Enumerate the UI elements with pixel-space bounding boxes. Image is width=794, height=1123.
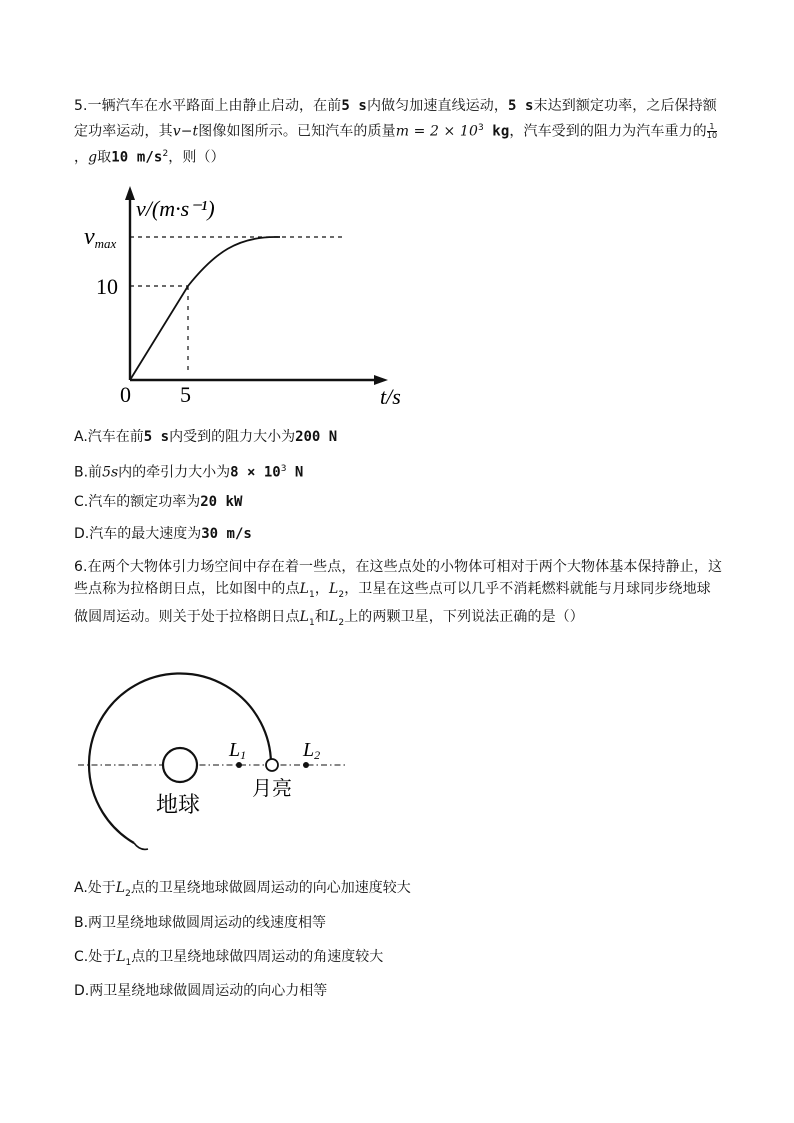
l2-label-l: L <box>303 739 315 761</box>
q6-l2-sub: 2 <box>338 589 345 600</box>
q5-b-exp: 3 <box>280 464 287 474</box>
q5-b-pre: B.前 <box>74 464 103 481</box>
graph-ylabel: v/(m·s⁻¹) <box>136 196 215 221</box>
l1-label-sub: 1 <box>240 748 247 762</box>
q6-a-post: 点的卫星绕地球做圆周运动的向心加速度较大 <box>130 880 411 896</box>
q6-text-b: ，卫星在这些点可以几乎不消耗燃料就能与月球同步绕地球做圆周运动。则关于处于拉格朗日点 <box>74 581 711 625</box>
q5-c-pre: C.汽车的额定功率为 <box>74 494 201 510</box>
question-5-text <box>74 95 724 168</box>
q6-text-a: 在两个大物体引力场空间中存在着一些点，在这些点处的小物体可相对于两个大物体基本保持静止，这些点称为拉格朗日点，比如图中的点 <box>74 559 723 597</box>
vmax-sub: max <box>94 236 117 251</box>
q5-c-val: 20 kW <box>200 494 243 510</box>
orbit-arrow-icon <box>134 843 148 849</box>
q6-comma: ， <box>314 581 329 597</box>
q5-frac-den: 10 <box>706 131 718 141</box>
q5-frac-num: 1 <box>707 123 717 132</box>
q5-text-g: 取 <box>97 149 112 166</box>
q5-vt: v−t <box>172 123 199 140</box>
l1-label <box>228 739 246 762</box>
moon-circle <box>266 759 278 771</box>
q5-text-a: 一辆汽车在水平路面上由静止启动，在前 <box>87 98 342 114</box>
graph-origin: 0 <box>120 382 131 407</box>
graph-tick-5: 5 <box>180 382 191 407</box>
q6-option-a[interactable] <box>74 878 724 904</box>
q5-text-f: ， <box>74 149 89 166</box>
q6-he: 和 <box>314 608 329 625</box>
l2-label-sub: 2 <box>314 748 321 762</box>
q5-a-mid: 内受到的阻力大小为 <box>169 429 296 445</box>
q5-d-val: 30 m/s <box>201 526 252 542</box>
q6-l1-sub: 1 <box>309 589 315 600</box>
graph-tick-10: 10 <box>96 274 118 299</box>
earth-label: 地球 <box>156 792 201 817</box>
graph-vmax <box>84 224 117 251</box>
q5-d-pre: D.汽车的最大速度为 <box>74 526 202 542</box>
q5-mass-unit: kg <box>483 123 510 140</box>
q6-text-c: 上的两颗卫星，下列说法正确的是（） <box>344 608 584 625</box>
q6-a-sub: 2 <box>125 888 131 899</box>
q6-d-text: D.两卫星绕地球做圆周运动的向心力相等 <box>74 983 328 999</box>
q5-fraction <box>707 123 717 140</box>
q5-b-unit: N <box>286 464 304 481</box>
q5-text-h: ，则（） <box>168 149 225 166</box>
q6-option-b[interactable] <box>74 913 724 933</box>
q6-c-pre: C.处于 <box>74 949 117 965</box>
q6-l1b-sub: 1 <box>309 617 315 628</box>
q6-l1: L <box>299 581 310 597</box>
q6-c-l: L <box>116 949 126 965</box>
vmax-v: v <box>84 224 95 250</box>
question-6-text <box>74 556 724 634</box>
q5-g: g <box>88 149 98 166</box>
q5-a-val: 200 N <box>295 429 338 445</box>
q5-mass-exp: 3 <box>477 123 484 133</box>
q5-t1: 5 s <box>341 98 367 114</box>
q5-g-val: 10 m/s <box>111 149 163 166</box>
earth-circle <box>163 748 197 782</box>
l1-point <box>236 762 242 768</box>
q5-g-exp: 2 <box>162 148 169 159</box>
q5-a-pre: A.汽车在前 <box>74 429 144 445</box>
q6-a-pre: A.处于 <box>74 880 116 896</box>
l1-label-l: L <box>229 739 241 761</box>
q5-text-e: ，汽车受到的阻力为汽车重力的 <box>509 123 707 140</box>
q5-mass: m = 2 × 10 <box>395 123 478 140</box>
q5-option-c[interactable] <box>74 492 724 512</box>
q6-c-post: 点的卫星绕地球做四周运动的角速度较大 <box>131 949 384 965</box>
l2-point <box>303 762 309 768</box>
q6-l2: L <box>328 581 339 597</box>
q5-b-t: 5s <box>102 464 119 481</box>
q5-b-mid: 内的牵引力大小为 <box>118 464 231 481</box>
l2-label <box>302 739 320 762</box>
vt-graph <box>80 180 440 410</box>
q6-number: 6. <box>74 559 88 575</box>
q5-b-val: 8 × 10 <box>230 464 281 481</box>
q6-l2b: L <box>328 608 339 625</box>
q5-text-d: 图像如图所示。已知汽车的质量 <box>198 123 396 140</box>
q5-t2: 5 s <box>507 98 534 114</box>
vt-curve <box>130 237 280 380</box>
graph-xlabel: t/s <box>380 384 401 409</box>
moon-label: 月亮 <box>252 778 292 800</box>
q6-a-l: L <box>115 880 126 896</box>
q6-option-d[interactable] <box>74 981 724 1001</box>
q5-option-d[interactable] <box>74 524 724 544</box>
lagrange-diagram <box>74 660 374 865</box>
q5-number: 5. <box>74 98 88 114</box>
q6-b-text: B.两卫星绕地球做圆周运动的线速度相等 <box>74 915 327 931</box>
q6-l2b-sub: 2 <box>338 617 345 628</box>
q6-l1b: L <box>299 608 310 625</box>
q6-option-c[interactable] <box>74 947 724 973</box>
q5-text-b: 内做匀加速直线运动， <box>366 98 508 114</box>
q6-c-sub: 1 <box>125 957 132 968</box>
q5-option-b[interactable] <box>74 459 724 483</box>
q5-option-a[interactable] <box>74 427 724 447</box>
q5-text-c: 末达到额定功率，之后保持额定功率运动，其 <box>74 98 717 140</box>
y-axis-arrow-icon <box>125 186 135 200</box>
q5-a-t: 5 s <box>143 429 170 445</box>
